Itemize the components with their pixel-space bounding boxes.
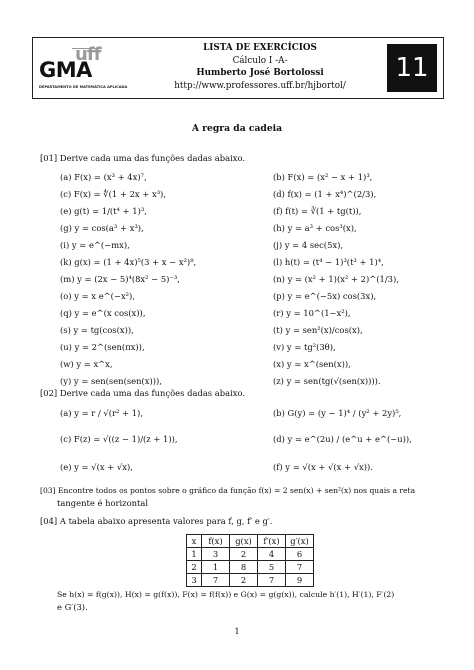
q1-item: (j) y = 4 sec(5x), — [273, 240, 344, 250]
table-cell: 2 — [230, 548, 258, 561]
course-name: Cálculo I -A- — [232, 55, 288, 66]
gma-logo — [39, 44, 139, 94]
q2-item: (a) y = r / √(r² + 1), — [60, 408, 143, 418]
logo-gma: GMA — [39, 58, 92, 82]
table-header-cell: f′(x) — [258, 535, 286, 548]
table-cell: 7 — [286, 561, 314, 574]
table-cell: 7 — [202, 574, 230, 587]
q1-item: (m) y = (2x − 5)⁴(8x² − 5)⁻³, — [60, 274, 180, 284]
table-cell: 3 — [202, 548, 230, 561]
header-text — [151, 42, 369, 92]
q1-item: (w) y = x^x, — [60, 359, 113, 369]
q4-text-line1: Se h(x) = f(g(x)), H(x) = g(f(x)), F(x) = f(f(x)) e G(x) = g(g(x)), calcule h′(1), H′(1), F′(2) — [57, 590, 395, 599]
table-row — [187, 574, 314, 587]
q1-item: (b) F(x) = (x² − x + 1)³, — [273, 172, 373, 182]
table-header-cell: x — [187, 535, 202, 548]
table-cell: 4 — [258, 548, 286, 561]
q1-item: (k) g(x) = (1 + 4x)⁵(3 + x − x²)⁸, — [60, 257, 197, 267]
q1-item: (q) y = e^(x cos(x)), — [60, 308, 146, 318]
q3-text-line2: tangente é horizontal — [57, 498, 149, 508]
q1-item: (t) y = sen²(x)/cos(x), — [273, 325, 363, 335]
table-cell: 6 — [286, 548, 314, 561]
q1-item: (s) y = tg(cos(x)), — [60, 325, 134, 335]
q2-label: [02] Derive cada uma das funções dadas abaixo. — [40, 388, 246, 398]
q2-item: (f) y = √(x + √(x + √x)). — [273, 462, 373, 472]
q1-item: (p) y = e^(−5x) cos(3x), — [273, 291, 377, 301]
q1-item: (x) y = x^(sen(x)), — [273, 359, 351, 369]
q1-label: [01] Derive cada uma das funções dadas abaixo. — [40, 153, 246, 163]
table-header-cell: g(x) — [230, 535, 258, 548]
table-cell: 7 — [258, 574, 286, 587]
q1-item: (u) y = 2^(sen(πx)), — [60, 342, 145, 352]
q1-item: (g) y = cos(a³ + x³), — [60, 223, 144, 233]
table-cell: 5 — [258, 561, 286, 574]
q2-item: (c) F(z) = √((z − 1)/(z + 1)), — [60, 434, 178, 444]
table-header-cell: g′(x) — [286, 535, 314, 548]
q1-item: (f) f(t) = ∛(1 + tg(t)), — [273, 206, 362, 216]
q2-item: (e) y = √(x + √x), — [60, 462, 133, 472]
author-name: Humberto José Bortolossi — [196, 68, 324, 78]
q4-label: [04] A tabela abaixo apresenta valores para f, g, f′ e g′. — [40, 516, 273, 526]
q2-item: (d) y = e^(2u) / (e^u + e^(−u)), — [273, 434, 412, 444]
author-url: http://www.professores.uff.br/hjbortol/ — [174, 80, 346, 91]
logo-uff: uff — [75, 44, 101, 65]
table-cell: 2 — [230, 574, 258, 587]
q1-item: (v) y = tg²(3θ), — [273, 342, 336, 352]
table-cell: 9 — [286, 574, 314, 587]
list-title: LISTA DE EXERCÍCIOS — [203, 43, 317, 53]
q1-item: (d) f(x) = (1 + x⁴)^(2/3), — [273, 189, 377, 199]
table-header-cell: f(x) — [202, 535, 230, 548]
header-box — [32, 37, 444, 99]
section-title: A regra da cadeia — [191, 123, 283, 134]
table-row — [187, 561, 314, 574]
q1-item: (l) h(t) = (t⁴ − 1)³(t³ + 1)⁴, — [273, 257, 384, 267]
q1-item: (y) y = sen(sen(sen(x))), — [60, 376, 162, 386]
q4-text-line2: e G′(3). — [57, 602, 88, 612]
q1-item: (n) y = (x² + 1)(x² + 2)^(1/3), — [273, 274, 399, 284]
q1-item: (o) y = x e^(−x²), — [60, 291, 135, 301]
page-number: 1 — [234, 626, 240, 636]
table-cell: 8 — [230, 561, 258, 574]
table-row — [187, 548, 314, 561]
values-table — [186, 534, 314, 587]
list-number-badge: 11 — [387, 44, 437, 92]
table-header-row — [187, 535, 314, 548]
table-cell: 1 — [187, 548, 202, 561]
q1-item: (h) y = a³ + cos³(x), — [273, 223, 357, 233]
logo-department: DEPARTAMENTO DE MATEMÁTICA APLICADA — [39, 85, 128, 89]
table-cell: 2 — [187, 561, 202, 574]
q1-item: (c) F(x) = ∜(1 + 2x + x³), — [60, 189, 166, 199]
q2-item: (b) G(y) = (y − 1)⁴ / (y² + 2y)⁵, — [273, 408, 402, 418]
q1-item: (e) g(t) = 1/(t⁴ + 1)³, — [60, 206, 147, 216]
table-cell: 1 — [202, 561, 230, 574]
q1-item: (z) y = sen(tg(√(sen(x)))). — [273, 376, 381, 386]
q3-text-line1: [03] Encontre todos os pontos sobre o gráfico da função f(x) = 2 sen(x) + sen²(x) nos quais a reta — [40, 486, 416, 495]
q1-item: (r) y = 10^(1−x²), — [273, 308, 351, 318]
table-cell: 3 — [187, 574, 202, 587]
q1-item: (a) F(x) = (x³ + 4x)⁷, — [60, 172, 147, 182]
q1-item: (i) y = e^(−mx), — [60, 240, 130, 250]
